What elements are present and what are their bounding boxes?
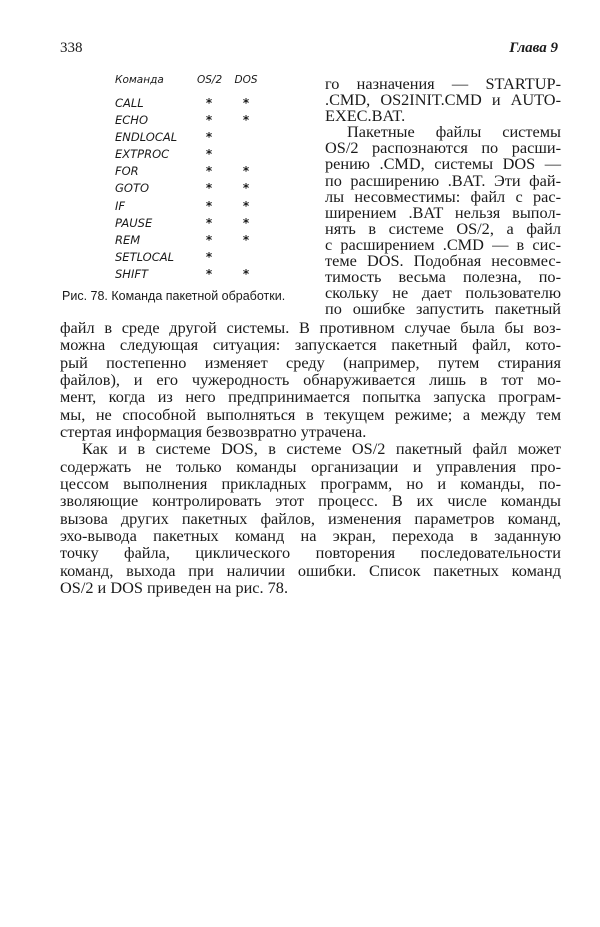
text-line: лы несовместимы: файл с рас-: [325, 186, 561, 206]
text-line: стертая информация безвозвратно утрачена.: [60, 422, 367, 442]
table-body: [115, 96, 265, 284]
text-line: по расширению .BAT. Эти фай-: [325, 170, 561, 190]
text-line: файл в среде другой системы. В противном случае была бы воз-: [60, 318, 561, 337]
os2-mark: *: [205, 130, 213, 145]
os2-mark: *: [205, 249, 213, 264]
text-line: вызова других пакетных файлов, изменения параметров команд,: [60, 508, 561, 528]
text-line: файлов), и его чужеродность обнаруживается лишь в тот мо-: [60, 370, 561, 390]
table-row: [115, 147, 265, 164]
text-line: мент, когда из него предпринимается попытка запуска програм-: [60, 387, 561, 407]
dos-mark: *: [242, 96, 250, 110]
table-row: [115, 199, 265, 216]
text-line: .CMD, OS2INIT.CMD и AUTO-: [325, 90, 561, 110]
table-row: [115, 216, 265, 233]
table-row: [115, 267, 265, 284]
text-line: OS/2 распознаются по расши-: [325, 138, 561, 158]
table-row: [115, 113, 265, 130]
command-name: ENDLOCAL: [115, 130, 178, 145]
command-name: SHIFT: [115, 266, 148, 281]
command-table: [115, 74, 265, 284]
dos-mark: *: [242, 215, 250, 230]
header-os2: OS/2: [197, 74, 223, 86]
os2-mark: *: [205, 96, 213, 110]
text-line: OS/2 и DOS приведен на рис. 78.: [60, 578, 289, 598]
text-line: нять в системе OS/2, а файл: [325, 218, 561, 238]
page-number: 338: [60, 40, 83, 56]
text-line: команд, выхода при наличии ошибки. Список пакетных команд: [60, 560, 561, 580]
command-name: SETLOCAL: [115, 249, 174, 264]
table-row: [115, 233, 265, 250]
header-command: Команда: [115, 74, 164, 86]
text-line: тимость весьма полезна, по-: [325, 267, 561, 287]
text-line: Как и в системе DOS, в системе OS/2 пакетный файл может: [82, 439, 561, 459]
command-name: FOR: [115, 164, 139, 179]
table-row: [115, 250, 265, 267]
os2-mark: *: [205, 215, 213, 230]
table-row: [115, 181, 265, 198]
dos-mark: *: [242, 181, 250, 196]
os2-mark: *: [205, 181, 213, 196]
text-line: теме DOS. Подобная несовмес-: [325, 251, 561, 271]
header-dos: DOS: [234, 74, 258, 86]
text-line: мы, не способной выполняться в текущем режиме; а между тем: [60, 404, 561, 424]
command-name: EXTPROC: [115, 147, 170, 162]
dos-mark: *: [242, 266, 250, 281]
table-row: [115, 96, 265, 113]
dos-mark: *: [242, 113, 250, 128]
command-name: REM: [115, 232, 141, 247]
text-line: с расширением .CMD — в сис-: [325, 234, 561, 254]
command-name: CALL: [115, 96, 144, 110]
os2-mark: *: [205, 266, 213, 281]
figure-caption: Рис. 78. Команда пакетной обработки.: [62, 289, 286, 303]
os2-mark: *: [205, 198, 213, 213]
text-line: Пакетные файлы системы: [347, 122, 561, 142]
text-line: по ошибке запустить пакетный: [325, 299, 561, 319]
text-line: EXEC.BAT.: [325, 106, 406, 126]
dos-mark: *: [242, 198, 250, 213]
text-line: скольку не дает пользователю: [325, 283, 561, 303]
text-line: эхо-вывода пакетных команд на экран, перехода в заданную: [60, 526, 561, 546]
table-row: [115, 130, 265, 147]
text-line: го назначения — STARTUP-: [325, 74, 561, 93]
command-name: IF: [115, 198, 126, 213]
text-line: цессом выполнения прикладных программ, но и команды, по-: [60, 474, 561, 494]
command-name: PAUSE: [115, 215, 153, 230]
os2-mark: *: [205, 147, 213, 162]
table-header: [115, 74, 265, 96]
command-name: GOTO: [115, 181, 150, 196]
text-line: можна следующая ситуация: запускается пакетный файл, кото-: [60, 335, 561, 355]
text-line: зволяющие контролировать этот процесс. В их числе команды: [60, 491, 561, 511]
os2-mark: *: [205, 164, 213, 179]
os2-mark: *: [205, 113, 213, 128]
chapter-heading: Глава 9: [509, 40, 558, 56]
text-line: рению .CMD, системы DOS —: [325, 154, 561, 174]
text-line: рый постепенно изменяет среду (например, путем стирания: [60, 352, 561, 372]
os2-mark: *: [205, 232, 213, 247]
dos-mark: *: [242, 164, 250, 179]
text-line: ширением .BAT нельзя выпол-: [325, 202, 561, 222]
text-line: точку файла, циклического повторения последовательности: [60, 543, 561, 563]
dos-mark: *: [242, 232, 250, 247]
right-column-text: [325, 76, 561, 317]
table-row: [115, 164, 265, 181]
body-text: [60, 319, 561, 597]
text-line: содержать не только команды организации и управления про-: [60, 456, 561, 476]
command-name: ECHO: [115, 113, 148, 128]
